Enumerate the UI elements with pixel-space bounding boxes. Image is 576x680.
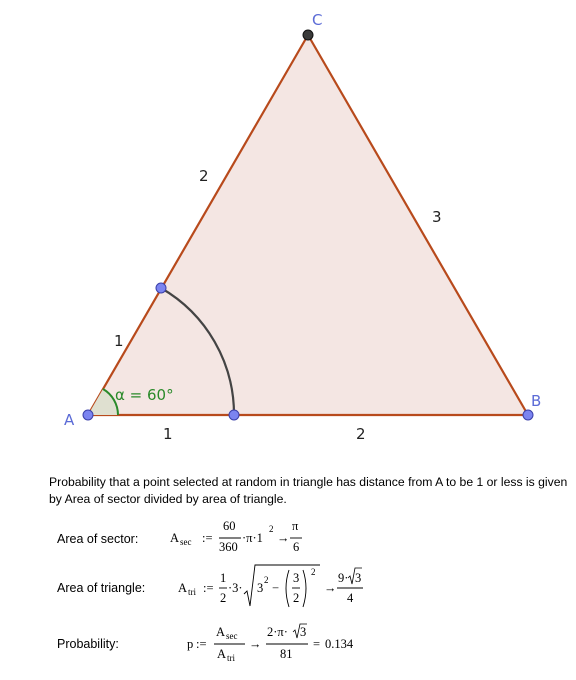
sector-lhs-sub: sec <box>180 537 192 547</box>
probability-lhs: p <box>187 637 194 651</box>
label-a: A <box>64 411 75 429</box>
sector-lhs: A <box>170 531 180 545</box>
probability-assign: := <box>196 637 207 651</box>
probability-row-label: Probability: <box>57 637 119 651</box>
probability-result-num: 2·π· <box>267 625 288 639</box>
sector-factor: ·π·1 <box>242 531 263 545</box>
side-label-ab-right: 2 <box>356 425 366 443</box>
triangle-paren-left <box>286 570 289 607</box>
triangle-exp-a: 2 <box>264 575 269 585</box>
side-label-ac-lower: 1 <box>114 332 124 350</box>
probability-formula <box>185 622 375 667</box>
triangle-arrow: → <box>324 581 337 595</box>
triangle-lhs-sub: tri <box>188 587 196 597</box>
sector-exp: 2 <box>269 524 274 534</box>
sector-formula <box>168 515 368 560</box>
probability-num-sub: sec <box>226 631 238 641</box>
triangle-radicand-a: 3 <box>257 581 264 595</box>
triangle-lhs: A <box>178 581 188 595</box>
sector-arrow: → <box>277 531 290 545</box>
triangle-half-den: 2 <box>220 591 227 605</box>
angle-label: α = 60° <box>115 386 174 404</box>
triangle-result-num: 9· <box>338 571 349 585</box>
probability-result-root: 3 <box>300 625 307 639</box>
triangle-abc <box>88 35 528 415</box>
label-b: B <box>531 392 542 410</box>
point-b[interactable] <box>523 410 533 420</box>
triangle-half-num: 1 <box>220 571 227 585</box>
side-label-ab-left: 1 <box>163 425 173 443</box>
triangle-exp-b: 2 <box>311 567 316 577</box>
probability-den-sub: tri <box>227 653 235 663</box>
triangle-formula <box>176 562 396 612</box>
triangle-inner-num: 3 <box>293 571 300 585</box>
triangle-times3: ·3· <box>228 581 243 595</box>
triangle-paren-right <box>303 570 306 607</box>
description-text: Probability that a point selected at random in triangle has distance from A to be 1 or less is given by Area of sector divided by area of triangle. <box>49 475 568 506</box>
sector-result-num: π <box>292 519 299 533</box>
probability-den-a: A <box>217 647 227 661</box>
probability-result-den: 81 <box>280 647 293 661</box>
sector-row-label: Area of sector: <box>57 532 139 546</box>
probability-arrow: → <box>249 637 262 651</box>
sector-assign: := <box>202 531 213 545</box>
probability-num-a: A <box>216 625 226 639</box>
side-label-bc: 3 <box>432 208 442 226</box>
sector-result-den: 6 <box>293 540 300 554</box>
triangle-result-root: 3 <box>355 571 362 585</box>
sector-frac-den: 360 <box>219 540 238 554</box>
point-c[interactable] <box>303 30 313 40</box>
probability-equals: = <box>313 637 321 651</box>
point-arc-on-ab[interactable] <box>229 410 239 420</box>
triangle-assign: := <box>203 581 214 595</box>
sector-frac-num: 60 <box>223 519 236 533</box>
side-label-ac-upper: 2 <box>199 167 209 185</box>
triangle-result-den: 4 <box>347 591 354 605</box>
triangle-inner-den: 2 <box>293 591 300 605</box>
triangle-minus: − <box>272 581 280 595</box>
triangle-row-label: Area of triangle: <box>57 581 146 595</box>
triangle-radical-sign <box>244 565 320 606</box>
point-a[interactable] <box>83 410 93 420</box>
point-arc-on-ac[interactable] <box>156 283 166 293</box>
probability-value: 0.134 <box>325 637 354 651</box>
label-c: C <box>312 11 323 29</box>
